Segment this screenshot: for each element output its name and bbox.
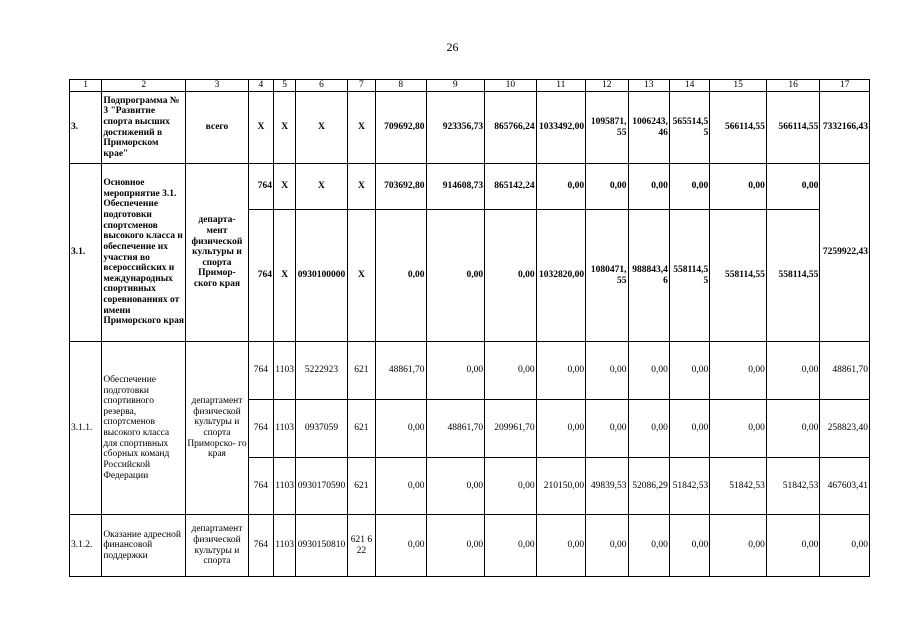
- table-row: [70, 515, 870, 577]
- cell-value: 258823,40: [820, 400, 870, 458]
- row-executor: департамент физической культуры и спорта Приморско- го края: [186, 342, 249, 515]
- cell-value: 48861,70: [820, 342, 870, 400]
- cell-value: 0,00: [376, 515, 427, 577]
- cell-expense-type: Х: [347, 164, 375, 210]
- cell-value: 52086,29: [628, 458, 669, 515]
- cell-value: 0,00: [536, 164, 585, 210]
- cell-section: 1103: [274, 515, 296, 577]
- cell-value: 0,00: [710, 342, 767, 400]
- cell-value: 467603,41: [820, 458, 870, 515]
- row-name: Подпрограмма № 3 "Развитие спорта высших достижений в Приморском крае": [102, 92, 186, 164]
- cell-value: 0,00: [628, 164, 669, 210]
- row-name: Обеспечение подготовки спортивного резерва, спортсменов высокого класса для спортивных сборных команд Российской Федерации: [102, 342, 186, 515]
- page-number: 26: [446, 40, 459, 54]
- cell-ministry: 764: [248, 342, 273, 400]
- cell-value: 0,00: [376, 400, 427, 458]
- cell-expense-type: Х: [347, 92, 375, 164]
- cell-section: Х: [274, 210, 296, 342]
- cell-value: 51842,53: [669, 458, 709, 515]
- cell-section: 1103: [274, 400, 296, 458]
- cell-value: 51842,53: [766, 458, 820, 515]
- cell-value: 51842,53: [710, 458, 767, 515]
- cell-value: 703692,80: [376, 164, 427, 210]
- table-row: [70, 164, 870, 210]
- cell-section: 1103: [274, 342, 296, 400]
- column-number: 13: [628, 80, 669, 92]
- cell-value: 0,00: [710, 515, 767, 577]
- cell-expense-type: Х: [347, 210, 375, 342]
- table-row: [70, 342, 870, 400]
- cell-value: 709692,80: [376, 92, 427, 164]
- column-number: 3: [186, 80, 249, 92]
- cell-value: 0,00: [586, 164, 628, 210]
- cell-expense-type: 621: [347, 400, 375, 458]
- column-number: 2: [102, 80, 186, 92]
- cell-value: 209961,70: [485, 400, 537, 458]
- column-number: 14: [669, 80, 709, 92]
- cell-ministry: Х: [248, 92, 273, 164]
- cell-expense-type: 621: [347, 458, 375, 515]
- cell-value: 0,00: [376, 210, 427, 342]
- cell-value: 1006243,46: [628, 92, 669, 164]
- cell-value: 0,00: [669, 342, 709, 400]
- cell-value: 0,00: [536, 342, 585, 400]
- cell-section: Х: [274, 164, 296, 210]
- budget-table: [69, 79, 870, 577]
- cell-value: 0,00: [669, 400, 709, 458]
- cell-expense-type: 621 622: [347, 515, 375, 577]
- cell-value: 0,00: [628, 342, 669, 400]
- cell-value: 7332166,43: [820, 92, 870, 164]
- cell-section: Х: [274, 92, 296, 164]
- cell-value: 0,00: [426, 458, 485, 515]
- cell-value: 565514,55: [669, 92, 709, 164]
- cell-value: 0,00: [766, 400, 820, 458]
- cell-value: 0,00: [376, 458, 427, 515]
- cell-value: 49839,53: [586, 458, 628, 515]
- cell-target-article: 0937059: [296, 400, 348, 458]
- cell-value: 988843,46: [628, 210, 669, 342]
- cell-target-article: 0930100000: [296, 210, 348, 342]
- column-number: 9: [426, 80, 485, 92]
- cell-value: 0,00: [710, 400, 767, 458]
- cell-value: 48861,70: [376, 342, 427, 400]
- cell-value: 210150,00: [536, 458, 585, 515]
- cell-value: 1080471,55: [586, 210, 628, 342]
- cell-value: 0,00: [586, 400, 628, 458]
- cell-value: 0,00: [586, 515, 628, 577]
- cell-value: 1095871,55: [586, 92, 628, 164]
- cell-ministry: 764: [248, 515, 273, 577]
- column-number: 15: [710, 80, 767, 92]
- cell-value: 865766,24: [485, 92, 537, 164]
- cell-value: 566114,55: [766, 92, 820, 164]
- column-number: 1: [70, 80, 102, 92]
- cell-value: 0,00: [426, 515, 485, 577]
- column-number: 11: [536, 80, 585, 92]
- cell-value: 0,00: [766, 342, 820, 400]
- cell-value: 0,00: [586, 342, 628, 400]
- row-executor: департамент физической культуры и спорта: [186, 515, 249, 577]
- column-number: 17: [820, 80, 870, 92]
- row-number: 3.1.1.: [70, 342, 102, 515]
- cell-value: 7259922,43: [820, 164, 870, 342]
- cell-value: 0,00: [669, 164, 709, 210]
- cell-value: 914608,73: [426, 164, 485, 210]
- cell-target-article: Х: [296, 164, 348, 210]
- cell-value: 0,00: [669, 515, 709, 577]
- cell-target-article: 0930150810: [296, 515, 348, 577]
- cell-ministry: 764: [248, 164, 273, 210]
- cell-ministry: 764: [248, 400, 273, 458]
- cell-value: 0,00: [820, 515, 870, 577]
- cell-value: 1033492,00: [536, 92, 585, 164]
- cell-target-article: Х: [296, 92, 348, 164]
- cell-target-article: 5222923: [296, 342, 348, 400]
- cell-target-article: 0930170590: [296, 458, 348, 515]
- cell-value: 0,00: [628, 515, 669, 577]
- column-number-row: [70, 80, 870, 92]
- cell-value: 0,00: [766, 164, 820, 210]
- row-name: Основное мероприятие 3.1. Обеспечение подготовки спортсменов высокого класса и обеспечение их участия во всероссийских и международных спортивных соревнованиях от имени Приморского края: [102, 164, 186, 342]
- column-number: 12: [586, 80, 628, 92]
- cell-value: 566114,55: [710, 92, 767, 164]
- table-row: [70, 92, 870, 164]
- column-number: 5: [274, 80, 296, 92]
- cell-value: 0,00: [485, 210, 537, 342]
- cell-ministry: 764: [248, 458, 273, 515]
- row-number: 3.: [70, 92, 102, 164]
- cell-value: 558114,55: [710, 210, 767, 342]
- cell-value: 923356,73: [426, 92, 485, 164]
- row-number: 3.1.: [70, 164, 102, 342]
- cell-value: 865142,24: [485, 164, 537, 210]
- column-number: 6: [296, 80, 348, 92]
- cell-expense-type: 621: [347, 342, 375, 400]
- cell-value: 0,00: [485, 342, 537, 400]
- cell-value: 0,00: [710, 164, 767, 210]
- cell-value: 1032820,00: [536, 210, 585, 342]
- cell-value: 0,00: [766, 515, 820, 577]
- cell-value: 558114,55: [669, 210, 709, 342]
- cell-value: 0,00: [536, 515, 585, 577]
- cell-section: 1103: [274, 458, 296, 515]
- cell-value: 0,00: [485, 458, 537, 515]
- cell-value: 0,00: [426, 342, 485, 400]
- cell-value: 48861,70: [426, 400, 485, 458]
- column-number: 10: [485, 80, 537, 92]
- column-number: 4: [248, 80, 273, 92]
- column-number: 16: [766, 80, 820, 92]
- cell-value: 0,00: [485, 515, 537, 577]
- cell-value: 0,00: [426, 210, 485, 342]
- row-name: Оказание адресной финансовой поддержки: [102, 515, 186, 577]
- cell-ministry: 764: [248, 210, 273, 342]
- row-number: 3.1.2.: [70, 515, 102, 577]
- column-number: 8: [376, 80, 427, 92]
- row-executor: всего: [186, 92, 249, 164]
- cell-value: 0,00: [628, 400, 669, 458]
- row-executor: департа- мент физической культуры и спорта Примор- ского края: [186, 164, 249, 342]
- column-number: 7: [347, 80, 375, 92]
- cell-value: 558114,55: [766, 210, 820, 342]
- cell-value: 0,00: [536, 400, 585, 458]
